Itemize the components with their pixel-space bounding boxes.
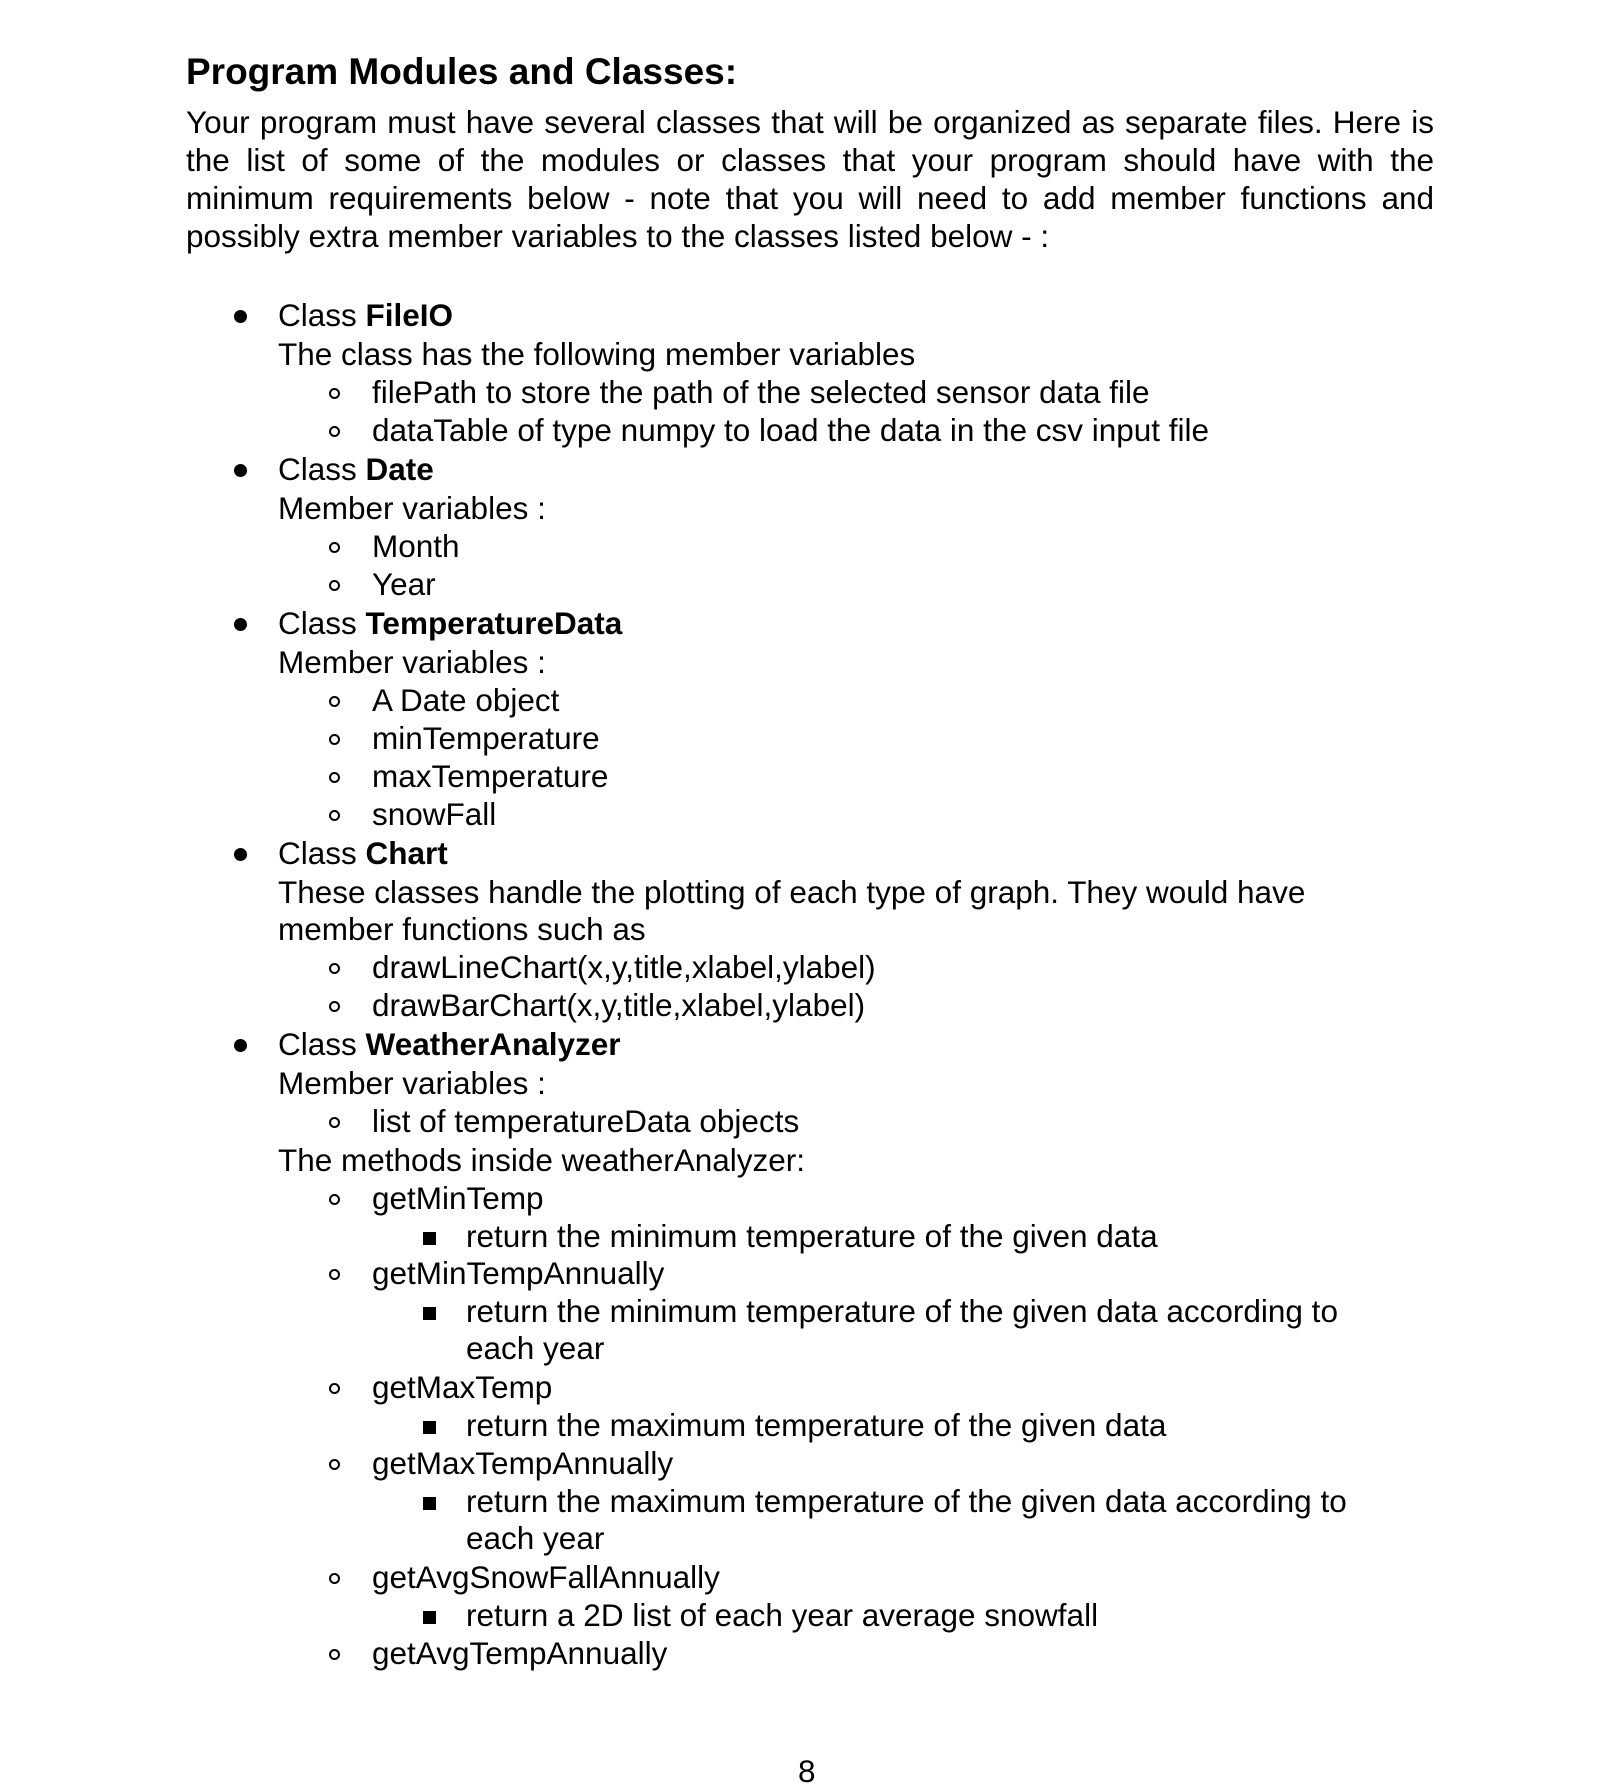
bullet-dot-icon — [234, 848, 247, 861]
circle-bullet-icon — [329, 1117, 340, 1128]
class-prefix: Class — [278, 451, 366, 487]
list-item: minTemperature — [372, 720, 600, 756]
circle-bullet-icon — [329, 1001, 340, 1012]
method-detail: return a 2D list of each year average snowfall — [466, 1597, 1099, 1633]
class-heading-date — [278, 450, 434, 488]
list-item: list of temperatureData objects — [372, 1103, 800, 1139]
circle-bullet-icon — [329, 963, 340, 974]
bullet-dot-icon — [234, 1039, 247, 1052]
class-name: Date — [365, 451, 434, 487]
circle-bullet-icon — [329, 734, 340, 745]
circle-bullet-icon — [329, 772, 340, 783]
square-bullet-icon — [423, 1497, 436, 1510]
method-detail: return the maximum temperature of the given data according to — [466, 1483, 1347, 1519]
class-name: Chart — [365, 835, 448, 871]
bullet-dot-icon — [234, 618, 247, 631]
list-item: A Date object — [372, 682, 560, 718]
page-heading: Program Modules and Classes: — [186, 51, 738, 92]
square-bullet-icon — [423, 1421, 436, 1434]
class-description: member functions such as — [278, 911, 646, 947]
intro-paragraph: Your program must have several classes that will be organized as separate files. Here is the list of some of the modules or classes that your program should have with the minimum requirements below - note that you will need to add member functions and possibly extra member variables to the classes listed below - : — [186, 104, 1434, 254]
square-bullet-icon — [423, 1232, 436, 1245]
circle-bullet-icon — [329, 542, 340, 553]
circle-bullet-icon — [329, 426, 340, 437]
class-description: Member variables : — [278, 1065, 546, 1101]
method-detail: return the minimum temperature of the given data — [466, 1218, 1158, 1254]
circle-bullet-icon — [329, 696, 340, 707]
method-name: getAvgSnowFallAnnually — [372, 1559, 720, 1595]
list-item: drawBarChart(x,y,title,xlabel,ylabel) — [372, 987, 866, 1023]
class-prefix: Class — [278, 297, 366, 333]
list-item: dataTable of type numpy to load the data in the csv input file — [372, 412, 1210, 448]
circle-bullet-icon — [329, 1573, 340, 1584]
class-description: The class has the following member variables — [278, 336, 916, 372]
methods-label: The methods inside weatherAnalyzer: — [278, 1142, 806, 1178]
class-name: TemperatureData — [365, 605, 623, 641]
method-name: getMinTempAnnually — [372, 1255, 665, 1291]
list-item: snowFall — [372, 796, 497, 832]
page-number: 8 — [798, 1753, 816, 1789]
list-item: filePath to store the path of the selected sensor data file — [372, 374, 1150, 410]
class-description: Member variables : — [278, 490, 546, 526]
circle-bullet-icon — [329, 1269, 340, 1280]
class-description: Member variables : — [278, 644, 546, 680]
class-prefix: Class — [278, 1026, 366, 1062]
circle-bullet-icon — [329, 810, 340, 821]
method-name: getMaxTemp — [372, 1369, 553, 1405]
method-detail: each year — [466, 1520, 605, 1556]
class-name: WeatherAnalyzer — [365, 1026, 621, 1062]
class-description: These classes handle the plotting of each type of graph. They would have — [278, 874, 1306, 910]
list-item: drawLineChart(x,y,title,xlabel,ylabel) — [372, 949, 876, 985]
list-item: Year — [372, 566, 436, 602]
bullet-dot-icon — [234, 310, 247, 323]
bullet-dot-icon — [234, 464, 247, 477]
square-bullet-icon — [423, 1307, 436, 1320]
square-bullet-icon — [423, 1611, 436, 1624]
class-name: FileIO — [365, 297, 454, 333]
circle-bullet-icon — [329, 1649, 340, 1660]
class-prefix: Class — [278, 605, 366, 641]
method-detail: each year — [466, 1330, 605, 1366]
method-name: getMinTemp — [372, 1180, 544, 1216]
circle-bullet-icon — [329, 388, 340, 399]
method-detail: return the maximum temperature of the given data — [466, 1407, 1167, 1443]
class-heading-fileio — [278, 296, 453, 334]
class-prefix: Class — [278, 835, 366, 871]
list-item: Month — [372, 528, 460, 564]
method-name: getAvgTempAnnually — [372, 1635, 668, 1671]
method-name: getMaxTempAnnually — [372, 1445, 674, 1481]
list-item: maxTemperature — [372, 758, 609, 794]
class-heading-chart — [278, 834, 448, 872]
circle-bullet-icon — [329, 1383, 340, 1394]
circle-bullet-icon — [329, 1194, 340, 1205]
method-detail: return the minimum temperature of the given data according to — [466, 1293, 1338, 1329]
class-heading-weatheranalyzer — [278, 1025, 621, 1063]
circle-bullet-icon — [329, 1459, 340, 1470]
class-heading-temperaturedata — [278, 604, 622, 642]
circle-bullet-icon — [329, 580, 340, 591]
